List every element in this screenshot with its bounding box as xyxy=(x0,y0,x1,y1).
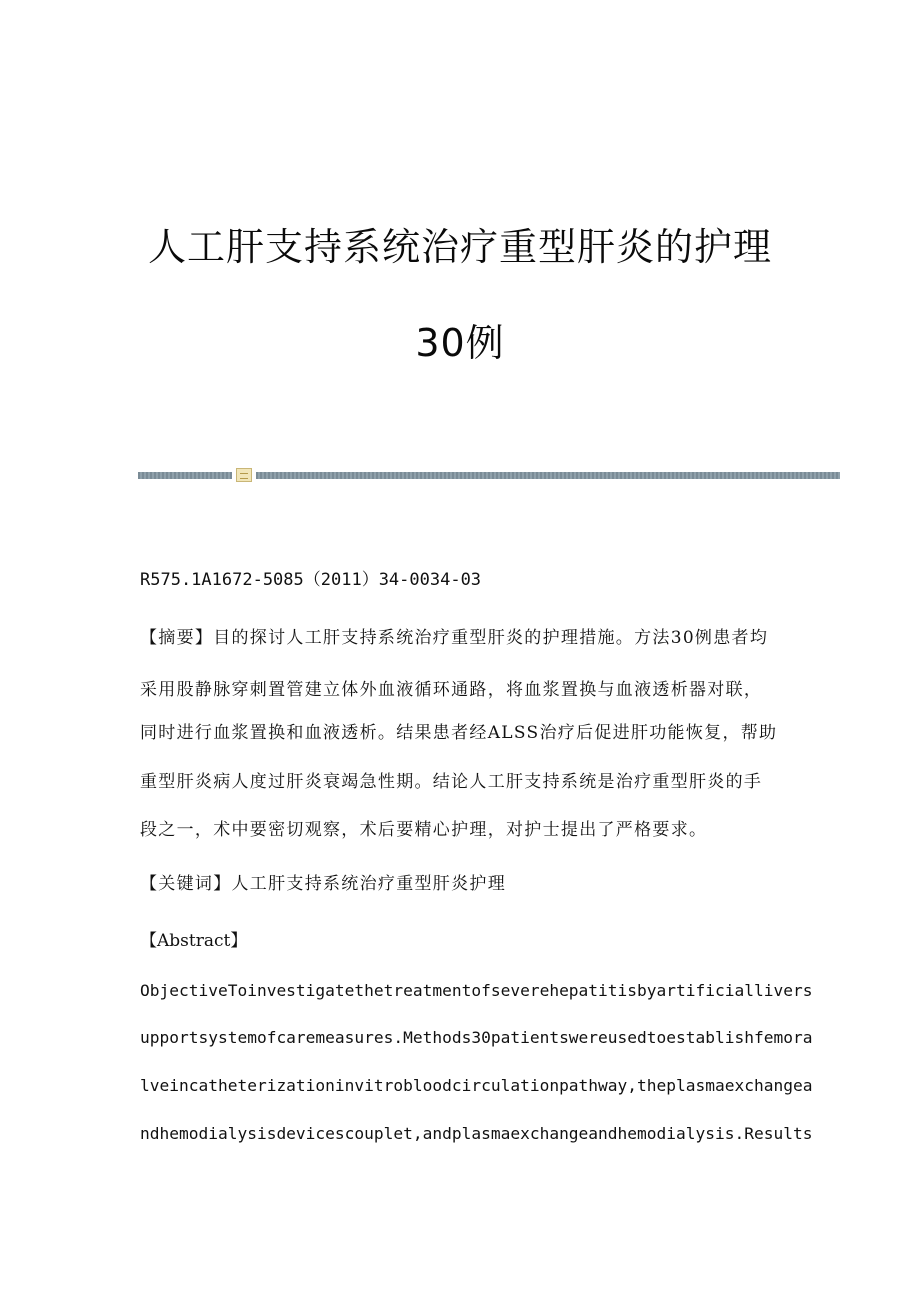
abstract-line: 【摘要】目的探讨人工肝支持系统治疗重型肝炎的护理措施。方法30例患者均 xyxy=(140,628,769,648)
keywords: 【关键词】人工肝支持系统治疗重型肝炎护理 xyxy=(140,874,506,894)
abstract-line: 段之一，术中要密切观察，术后要精心护理，对护士提出了严格要求。 xyxy=(140,820,708,840)
divider-bar-left xyxy=(138,472,232,479)
envelope-icon xyxy=(236,468,252,482)
classification-code: R575.1A1672-5085（2011）34-0034-03 xyxy=(140,570,482,590)
abstract-line: 重型肝炎病人度过肝炎衰竭急性期。结论人工肝支持系统是治疗重型肝炎的手 xyxy=(140,772,763,792)
abstract-en-line: ObjectiveToinvestigatethetreatmentofseverehepatitisbyartificiallivers xyxy=(140,981,813,1000)
abstract-en-line: lveincatheterizationinvitrobloodcirculationpathway,theplasmaexchangea xyxy=(140,1076,813,1095)
title-line-1: 人工肝支持系统治疗重型肝炎的护理 xyxy=(147,225,772,269)
decorative-divider xyxy=(138,468,840,482)
abstract-line: 采用股静脉穿刺置管建立体外血液循环通路，将血浆置换与血液透析器对联， xyxy=(140,680,763,700)
abstract-en-heading: 【Abstract】 xyxy=(140,931,248,951)
divider-bar-right xyxy=(256,472,840,479)
abstract-line: 同时进行血浆置换和血液透析。结果患者经ALSS治疗后促进肝功能恢复，帮助 xyxy=(140,723,778,743)
title-line-2: 30例 xyxy=(415,321,505,365)
abstract-en-line: upportsystemofcaremeasures.Methods30patientswereusedtoestablishfemora xyxy=(140,1028,813,1047)
abstract-en-line: ndhemodialysisdevicescouplet,andplasmaexchangeandhemodialysis.Results xyxy=(140,1124,813,1143)
